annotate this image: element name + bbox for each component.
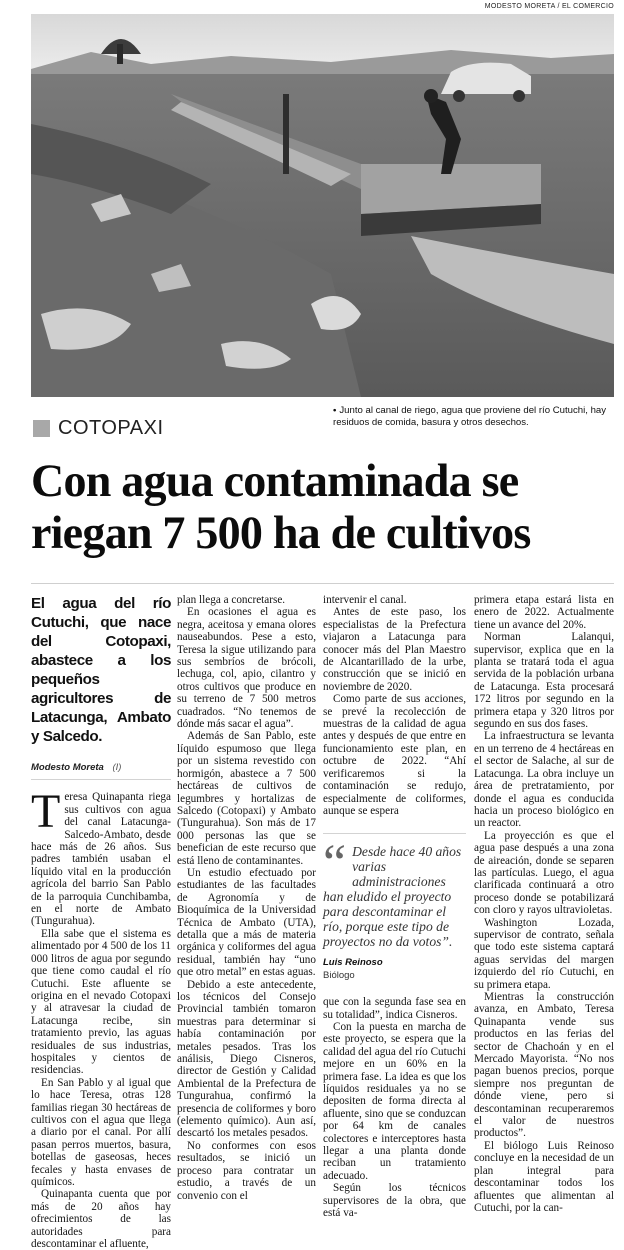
article-column-1 — [31, 594, 171, 1250]
paragraph: Washington Lozada, supervisor de contrato, señala que todo este sistema captará aguas servidas del margen izquierdo del río Cutuchi, en su primera etapa. — [474, 916, 614, 991]
paragraph: primera etapa estará lista en enero de 2022. Actualmente tiene un avance del 20%. — [474, 594, 614, 631]
section-name: COTOPAXI — [58, 416, 164, 439]
paragraph: En San Pablo y al igual que lo hace Teresa, otras 128 familias riegan 30 hectáreas de cultivos con el agua que llega a diario por el canal. Por allí pasan perros muertos, basura, botellas de gaseosas, heces fecales y hasta envases de químicos. — [31, 1076, 171, 1188]
canal-photo-illustration — [31, 14, 614, 397]
paragraph: La proyección es que el agua pase después a una zona de aireación, donde se separen las partículas. Luego, el agua clarificada continuará a otro proceso donde se potabilizará con cloro y rayos ultravioletas. — [474, 829, 614, 917]
section-square-icon — [33, 420, 50, 437]
paragraph: que con la segunda fase sea en su totalidad”, indica Cisneros. — [323, 996, 466, 1021]
byline-role: (I) — [112, 762, 122, 773]
headline-divider — [31, 583, 614, 584]
paragraph: No conformes con esos resultados, se inició un proceso para contratar un estudio, a través de un convenio con el — [177, 1139, 316, 1202]
headline: Con agua contaminada se riegan 7 500 ha de cultivos — [31, 455, 531, 559]
article-body-start — [31, 785, 171, 928]
paragraph: plan llega a concretarse. — [177, 594, 286, 606]
paragraph — [31, 785, 171, 928]
paragraph: Mientras la construcción avanza, en Ambato, Teresa Quinapanta vende sus productos en las ferias del sector de Chachoán y en el Mercado Mayorista. “No nos pagan buenos precios, porque siempre nos preguntan de dónde viene, pero si descontaminan recuperaremos el valor de nuestros productos”. — [474, 991, 614, 1140]
pull-quote-author: Luis Reinoso — [323, 957, 383, 969]
paragraph: Quinapanta cuenta que por más de 20 años hay ofrecimientos de las autoridades para descontaminar el afluente, — [31, 1188, 171, 1250]
deck: El agua del río Cutuchi, que nace del Cotopaxi, abastece a los pequeños agricultores de Latacunga, Ambato y Salcedo. — [31, 595, 171, 745]
paragraph: Antes de este paso, los especialistas de la Prefectura viajaron a Latacunga para conocer más del Plan Maestro de Alcantarillado de la urbe, construcción que se inició en noviembre de 2020. — [323, 606, 466, 693]
paragraph: Debido a este antecedente, los técnicos del Consejo Provincial también tomaron muestras para determinar si había contaminación por metales pesados. Tras los análisis, Diego Cisneros, director de Gestión y Calidad Ambiental de la Prefectura de Tungurahua, confirmó la presencia de coliformes y boro (elemento químico). Aun así, descartó los metales pesados. — [177, 978, 316, 1140]
paragraph: Norman Lalanqui, supervisor, explica que en la planta se tratará toda el agua servida de la población urbana de Latacunga. Esta procesará 172 litros por segundo en la primera etapa y 320 litros por segundo en sus dos fases. — [474, 631, 614, 731]
pull-quote-role: Biólogo — [323, 969, 355, 981]
paragraph: En ocasiones el agua es negra, aceitosa y emana olores nauseabundos. Pese a esto, Teresa la sigue utilizando para sus sembríos de brócoli, lechuga, col, apio, cilantro y otros cultivos que produce en su terreno de 7 500 metros cuadrados. “No tenemos de dónde más sacar el agua”. — [177, 606, 316, 731]
paragraph-text: eresa Quinapanta riega sus cultivos con agua del canal Latacunga-Salcedo-Ambato, desde hace más de 26 años. Sus padres también usaban el líquido vital en la producción agrícola del barrio San Pablo de la parroquia Cunchibamba, en el norte de Ambato (Tungurahua). — [31, 791, 171, 928]
section-label — [33, 418, 164, 438]
caption-bullet: • — [333, 405, 337, 416]
article-column-4 — [474, 594, 614, 1214]
paragraph: intervenir el canal. — [323, 594, 407, 606]
photo-caption — [333, 405, 615, 429]
paragraph: Según los técnicos supervisores de la obra, que está va- — [323, 1182, 466, 1220]
caption-text: Junto al canal de riego, agua que proviene del río Cutuchi, hay residuos de comida, basura y otros desechos. — [333, 405, 607, 429]
pull-quote — [323, 833, 466, 982]
dropcap: T — [31, 785, 61, 839]
article-column-3 — [323, 594, 466, 1219]
quote-mark-icon: “ — [323, 835, 347, 893]
article-column-2 — [177, 594, 316, 1202]
pull-quote-text: Desde hace 40 años varias administraciones han eludido el proyecto para descontaminar el río, porque este tipo de proyectos no da votos”. — [323, 844, 462, 950]
paragraph: Como parte de sus acciones, se prevé la recolección de muestras de la calidad de agua antes y después de que entre en funcionamiento este plan, en octubre de 2022. “Ahí verificaremos si la contaminación se redujo, especialmente de coliformes, aunque se espera — [323, 693, 466, 817]
byline-name: Modesto Moreta — [31, 762, 104, 773]
paragraph: Un estudio efectuado por estudiantes de las facultades de Agronomía y de Bioquímica de la Universidad Técnica de Ambato (UTA), detalla que a más de materia orgánica y coliformes del agua residual, también hay “uno que otro metal” en estas aguas. — [177, 866, 316, 979]
paragraph: El biólogo Luis Reinoso concluye en la necesidad de un plan integral para descontaminar todos los afluentes que alimentan al Cutuchi, por la can- — [474, 1139, 614, 1214]
byline — [31, 762, 171, 780]
paragraph: Con la puesta en marcha de este proyecto, se espera que la calidad del agua del río Cutuchi mejore en un 60% en la primera fase. La idea es que los líquidos residuales ya no se depositen de forma directa al afluente, sino que se conduzcan por 64 km de canales colectores e interceptores hasta llegar a una planta donde reciban un tratamiento adecuado. — [323, 1020, 466, 1182]
photo-credit: MODESTO MORETA / EL COMERCIO — [484, 3, 614, 10]
paragraph: Ella sabe que el sistema es alimentado por 4 500 de los 11 000 litros de agua por segundo que tiene como caudal el río Cutuchi. Este afluente se origina en el nevado Cotopaxi y al atravesar la ciudad de Latacunga recibe, sin tratamiento previo, las aguas residuales de sus industrias, hospitales y cientos de residencias. — [31, 927, 171, 1077]
paragraph: La infraestructura se levanta en un terreno de 4 hectáreas en el sector de Salache, al sur de Latacunga. La obra incluye un área de pretratamiento, por donde el agua es conducida hacia un proceso biológico en un reactor. — [474, 730, 614, 830]
canal-photo — [31, 14, 614, 397]
paragraph: Además de San Pablo, este líquido espumoso que llega por un sistema revestido con hormigón, abastece a 7 500 hectáreas de cultivos de legumbres y hortalizas de Salcedo (Cotopaxi) y Ambato (Tungurahua). Son más de 17 000 personas las que se benefician de este recurso que está lleno de contaminantes. — [177, 730, 316, 867]
